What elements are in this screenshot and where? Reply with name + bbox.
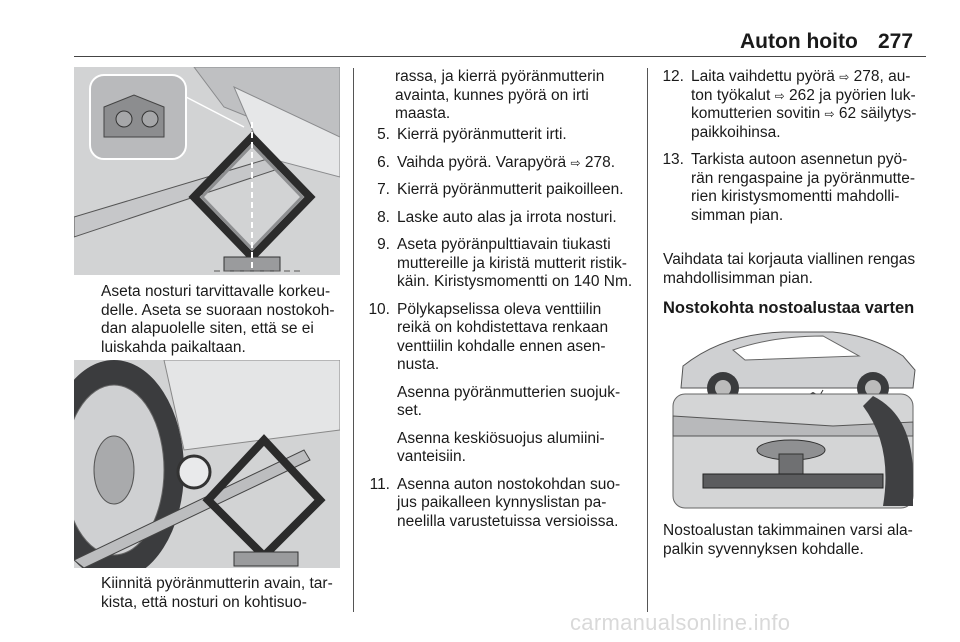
step-number: 8. xyxy=(377,208,390,226)
page-number: 277 xyxy=(878,30,914,53)
step-number: 12. xyxy=(662,68,684,85)
step-subtext: Asenna pyöränmutterien suojuk-set. xyxy=(397,383,621,419)
step-text: Kierrä pyöränmutterit paikoilleen. xyxy=(397,181,624,198)
step-text: Vaihda pyörä. Varapyörä xyxy=(397,153,567,171)
page-reference[interactable]: 278. xyxy=(584,153,616,171)
lift-platform-illustration xyxy=(663,326,926,514)
page-ref-arrow-icon: ⇨ xyxy=(570,155,581,170)
column-divider-1 xyxy=(353,68,354,612)
step-text: Aseta pyöränpulttiavain tiukasti muttereille ja kiristä mutterit ristik-käin. Kiristysmomentti on 140 Nm. xyxy=(397,236,633,290)
step-text: Tarkista autoon asennetun pyö-rän rengaspaine ja pyöränmutte-rien kiristysmomentti mahdolli-simman pian. xyxy=(691,151,916,224)
page-reference[interactable]: 62 säilytys-paikkoihinsa. xyxy=(691,105,917,141)
step-number: 7. xyxy=(377,181,390,198)
page-ref-arrow-icon: ⇨ xyxy=(839,70,850,84)
page-ref-arrow-icon: ⇨ xyxy=(774,88,785,103)
jack-positioning-illustration xyxy=(74,67,340,275)
step-number: 9. xyxy=(377,236,390,253)
step-item xyxy=(356,181,636,200)
step-number: 11. xyxy=(369,475,390,493)
page-reference[interactable]: 262 ja pyörien luk-komutterien sovitin xyxy=(691,86,916,122)
step-item xyxy=(356,301,636,467)
jack-wrench-illustration xyxy=(74,360,340,568)
tyre-repair-note: Vaihdata tai korjauta viallinen rengas mahdollisimman pian. xyxy=(663,251,916,287)
step-text: Pölykapselissa oleva venttiilin reikä on kohdistettava renkaan venttiilin kohdalle ennen asen-nusta. xyxy=(397,300,609,373)
step-item xyxy=(356,476,636,532)
procedure-steps-list xyxy=(356,126,636,540)
step-number: 10. xyxy=(368,300,390,318)
step-text: Laita vaihdettu pyörä xyxy=(691,68,835,85)
continued-text: rassa, ja kierrä pyöränmutterin avainta, kunnes pyörä on irti maasta. xyxy=(395,68,605,122)
step-item xyxy=(356,154,636,173)
step-text: Asenna auton nostokohdan suo-jus paikalleen kynnyslistan pa-neelilla varustetuissa versioissa. xyxy=(397,475,621,530)
step-item xyxy=(356,209,636,228)
step-item xyxy=(356,126,636,145)
step-subtext: Asenna keskiösuojus alumiini-vanteisiin. xyxy=(397,429,605,465)
procedure-steps-list-continued xyxy=(650,68,926,234)
column-divider-2 xyxy=(647,68,648,612)
figure-caption-lift-arm: Nostoalustan takimmainen varsi ala-palkin syvennyksen kohdalle. xyxy=(663,522,913,558)
step-text: Laske auto alas ja irrota nosturi. xyxy=(397,208,617,226)
step-item xyxy=(650,151,926,225)
step-number: 6. xyxy=(377,153,390,171)
step-number: 13. xyxy=(662,151,684,168)
page-ref-arrow-icon: ⇨ xyxy=(824,107,835,121)
step-item xyxy=(356,236,636,292)
page-reference[interactable]: 278, au-ton työkalut xyxy=(691,68,911,104)
header-rule xyxy=(74,56,926,57)
section-heading-lift-point: Nostokohta nostoalustaa varten xyxy=(663,299,915,317)
step-item xyxy=(650,68,926,142)
running-header-title: Auton hoito xyxy=(740,30,858,53)
figure-caption-wheel-wrench: Kiinnitä pyöränmutterin avain, tar-kista, että nosturi on kohtisuo- xyxy=(101,575,333,611)
step-text: Kierrä pyöränmutterit irti. xyxy=(397,126,567,143)
watermark: carmanualsonline.info xyxy=(570,610,791,635)
figure-caption-jack-height: Aseta nosturi tarvittavalle korkeu-delle. Aseta se suoraan nostokoh-dan alapuolelle siten, että se ei luiskahda paikaltaan. xyxy=(101,283,335,356)
step-number: 5. xyxy=(377,126,390,143)
